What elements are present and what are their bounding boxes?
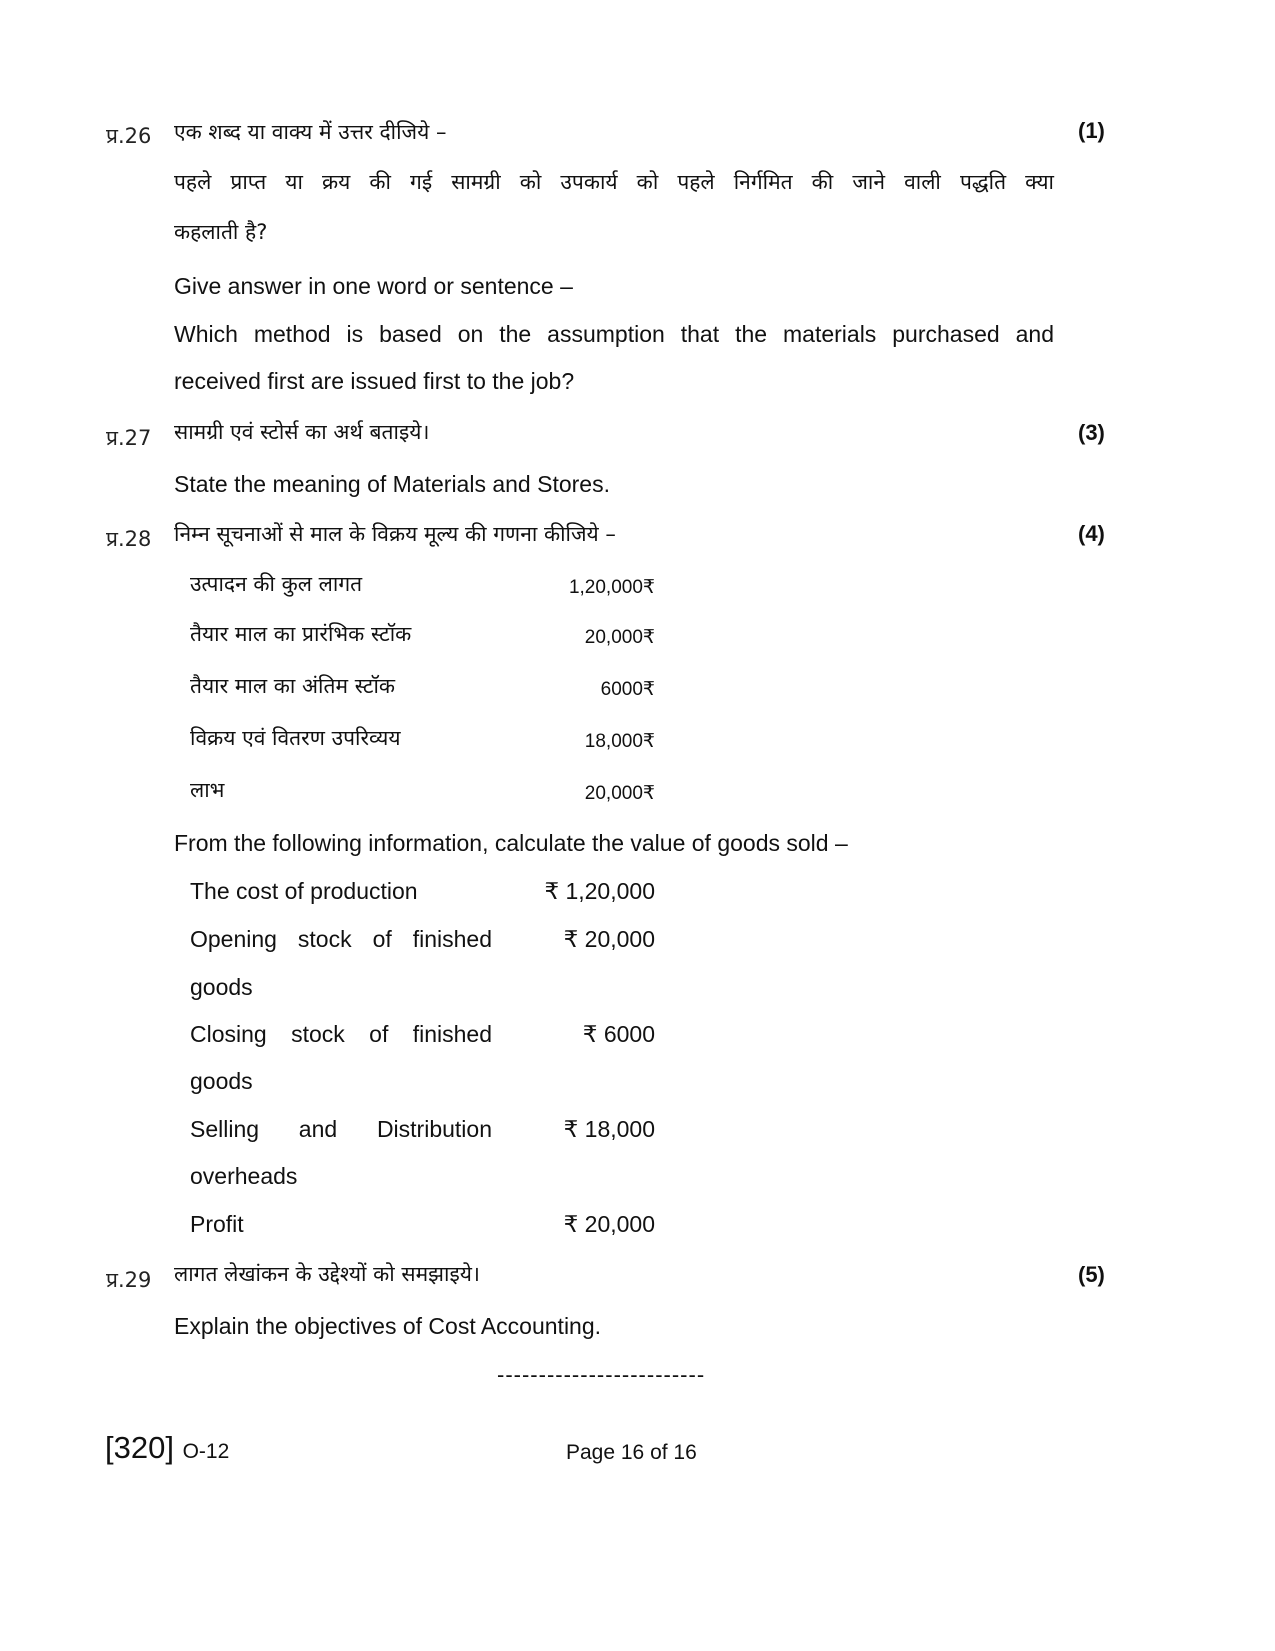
- hindi-row-value: 18,000₹: [584, 731, 655, 752]
- english-row-label: Opening stock of finished: [190, 926, 492, 952]
- paper-subcode: O-12: [182, 1440, 230, 1463]
- hindi-row-label: उत्पादन की कुल लागत: [190, 572, 363, 596]
- english-row-value: ₹ 1,20,000: [544, 878, 655, 904]
- english-row-value: ₹ 20,000: [563, 1211, 655, 1237]
- question-26-english-instruction: Give answer in one word or sentence –: [174, 273, 573, 299]
- question-28-marks: (4): [1078, 521, 1105, 546]
- question-26-number: प्र.26: [106, 124, 152, 148]
- english-row-label: The cost of production: [190, 878, 418, 904]
- question-26-english-line1: Which method is based on the assumption that the materials purchased and: [174, 321, 1054, 347]
- english-row-label-continued: overheads: [190, 1163, 298, 1189]
- question-27-hindi: सामग्री एवं स्टोर्स का अर्थ बताइये।: [174, 420, 430, 444]
- question-26-marks: (1): [1078, 118, 1105, 143]
- hindi-row-value: 20,000₹: [584, 627, 655, 648]
- english-row-label-continued: goods: [190, 974, 253, 1000]
- question-26-hindi-line2: कहलाती है?: [174, 220, 268, 244]
- hindi-row-value: 20,000₹: [584, 783, 655, 804]
- hindi-row-label: विक्रय एवं वितरण उपरिव्यय: [190, 726, 401, 750]
- question-27-number: प्र.27: [106, 426, 152, 450]
- english-row-label: Profit: [190, 1211, 244, 1237]
- footer-paper-code: [105, 1430, 229, 1466]
- question-29-hindi: लागत लेखांकन के उद्देश्यों को समझाइये।: [174, 1262, 480, 1286]
- hindi-row-value: 1,20,000₹: [568, 577, 655, 598]
- english-row-value: ₹ 20,000: [563, 926, 655, 952]
- english-row-value: ₹ 18,000: [563, 1116, 655, 1142]
- question-28-number: प्र.28: [106, 527, 152, 551]
- paper-code: [320]: [105, 1430, 174, 1465]
- question-27-english: State the meaning of Materials and Stores.: [174, 471, 610, 497]
- question-26-english-line2: received first are issued first to the job?: [174, 368, 575, 394]
- question-28-hindi-instruction: निम्न सूचनाओं से माल के विक्रय मूल्य की गणना कीजिये –: [174, 522, 616, 546]
- hindi-row-label: तैयार माल का अंतिम स्टॉक: [190, 674, 396, 698]
- question-27-marks: (3): [1078, 420, 1105, 445]
- end-divider: -------------------------: [497, 1362, 706, 1387]
- question-26-hindi-line1: पहले प्राप्त या क्रय की गई सामग्री को उपकार्य को पहले निर्गमित की जाने वाली पद्धति क्या: [174, 170, 1054, 194]
- question-26-hindi-instruction: एक शब्द या वाक्य में उत्तर दीजिये –: [174, 120, 447, 144]
- question-29-number: प्र.29: [106, 1268, 152, 1292]
- hindi-row-label: लाभ: [190, 778, 225, 802]
- question-29-english: Explain the objectives of Cost Accounting.: [174, 1313, 602, 1339]
- question-29-marks: (5): [1078, 1262, 1105, 1287]
- english-row-label: Selling and Distribution: [190, 1116, 492, 1142]
- hindi-row-value: 6000₹: [600, 679, 655, 700]
- page-number: Page 16 of 16: [566, 1441, 697, 1464]
- hindi-row-label: तैयार माल का प्रारंभिक स्टॉक: [190, 622, 412, 646]
- english-row-value: ₹ 6000: [582, 1021, 655, 1047]
- question-28-english-instruction: From the following information, calculate the value of goods sold –: [174, 830, 848, 856]
- english-row-label-continued: goods: [190, 1068, 253, 1094]
- english-row-label: Closing stock of finished: [190, 1021, 492, 1047]
